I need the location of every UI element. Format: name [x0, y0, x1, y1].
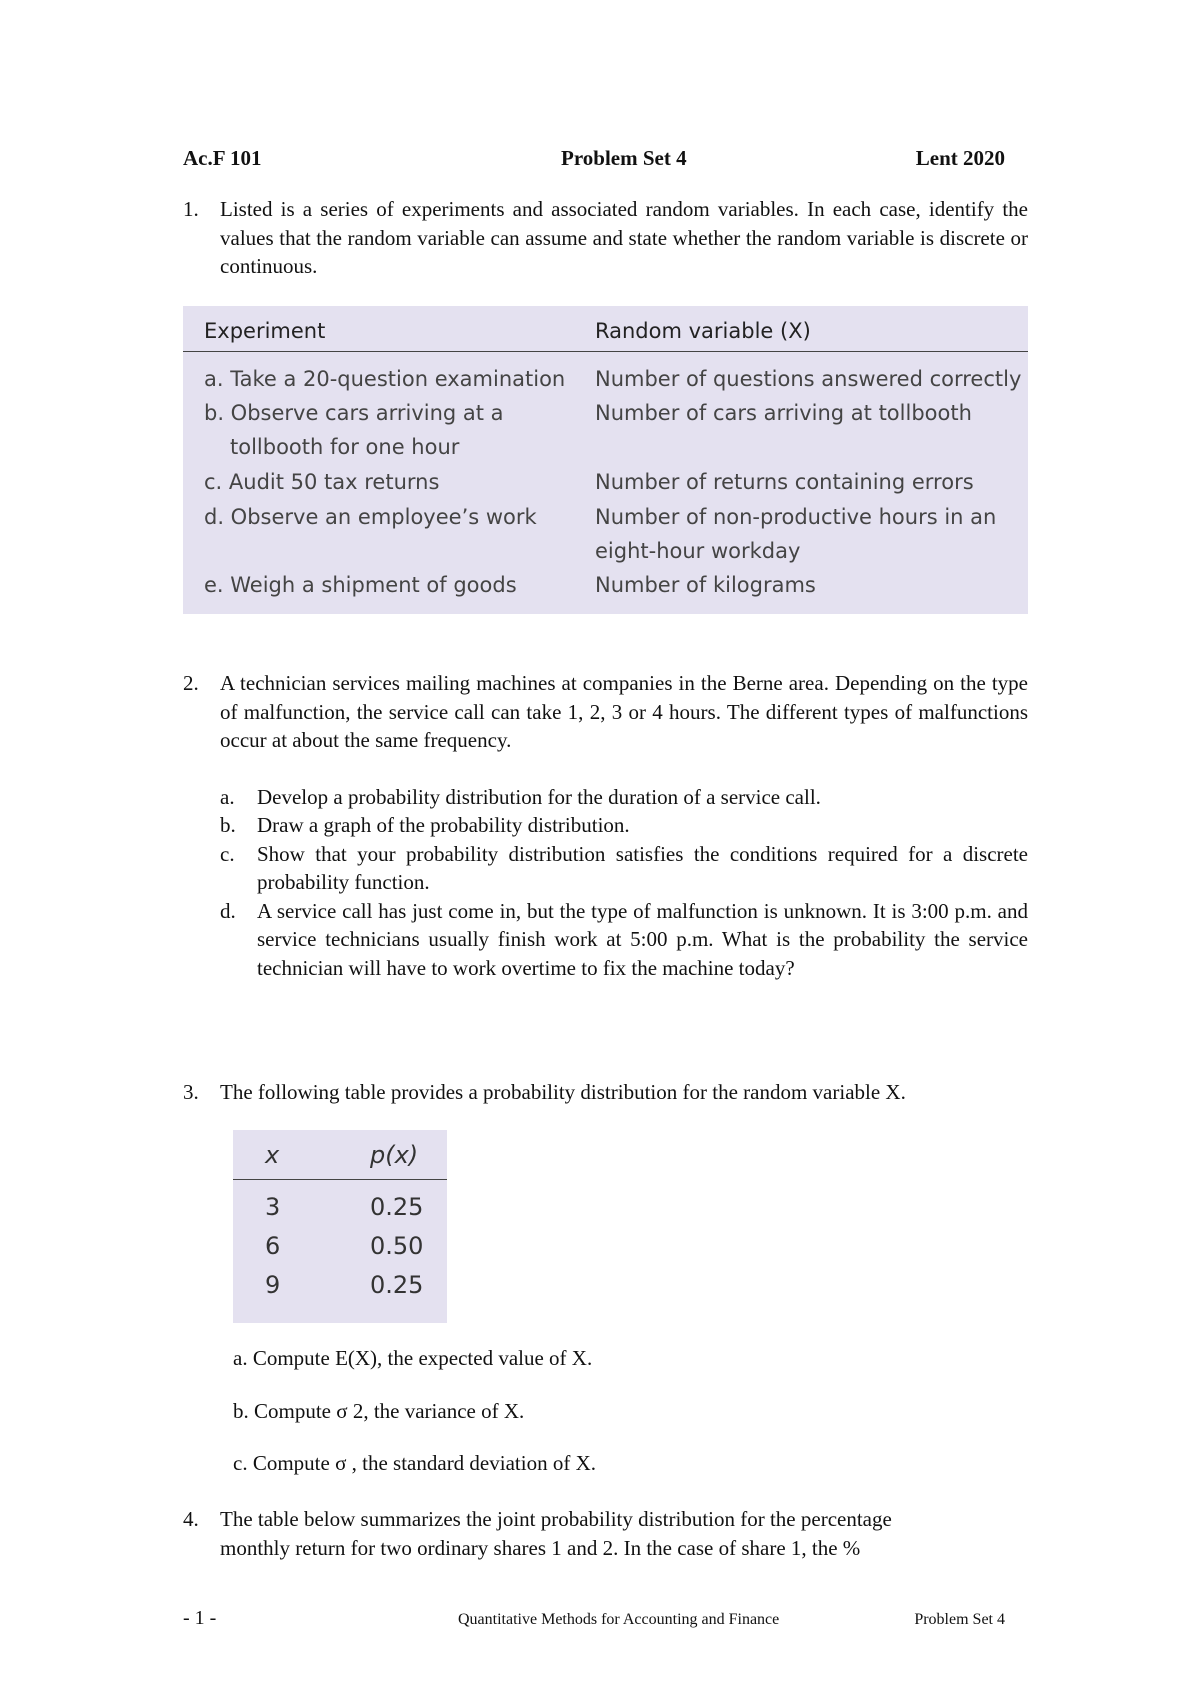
- q3-part-a: a. Compute E(X), the expected value of X.: [233, 1346, 593, 1370]
- footer-course-title: Quantitative Methods for Accounting and Finance: [458, 1611, 780, 1628]
- part-label: a.: [220, 784, 235, 809]
- footer-set-title: Problem Set 4: [914, 1611, 1005, 1628]
- table-cell: eight-hour workday: [595, 539, 801, 563]
- table-cell: e. Weigh a shipment of goods: [204, 573, 517, 597]
- experiments-table: [183, 306, 1028, 614]
- course-code: Ac.F 101: [183, 146, 262, 170]
- question-text: The following table provides a probability distribution for the random variable X.: [220, 1080, 906, 1104]
- part-a: [220, 783, 1028, 812]
- header-rule: [233, 1179, 447, 1180]
- part-text: A service call has just come in, but the type of malfunction is unknown. It is 3:00 p.m. and service technicians usually finish work at 5:00 p.m. What is the probability the service technician will have to work overtime to fix the machine today?: [257, 898, 1028, 980]
- table-cell: Number of non-productive hours in an: [595, 505, 997, 529]
- table-cell: tollbooth for one hour: [230, 435, 460, 459]
- part-text: Draw a graph of the probability distribution.: [257, 813, 630, 837]
- part-label: c.: [220, 841, 235, 866]
- question-4: [183, 1505, 1028, 1562]
- part-text: Develop a probability distribution for the duration of a service call.: [257, 784, 821, 809]
- table-cell: 0.25: [370, 1193, 424, 1221]
- page-header: [183, 146, 1005, 171]
- question-number: 4.: [183, 1507, 199, 1531]
- q3-part-b: b. Compute σ 2, the variance of X.: [233, 1399, 525, 1423]
- page-title: Problem Set 4: [561, 146, 687, 170]
- table-cell: a. Take a 20-question examination: [204, 367, 566, 391]
- table-cell: 6: [265, 1232, 281, 1260]
- table-cell: Number of kilograms: [595, 573, 816, 597]
- question-text: A technician services mailing machines at companies in the Berne area. Depending on the type of malfunction, the service call can take 1, 2, 3 or 4 hours. The different types of malfunctions occur at about the same frequency.: [220, 671, 1028, 752]
- part-label: b.: [220, 813, 236, 837]
- table-cell: c. Audit 50 tax returns: [204, 470, 440, 494]
- header-rule: [183, 351, 1028, 352]
- question-line: monthly return for two ordinary shares 1 and 2. In the case of share 1, the %: [220, 1535, 861, 1560]
- question-line: The table below summarizes the joint probability distribution for the percentage: [220, 1507, 892, 1531]
- column-header-experiment: Experiment: [204, 319, 326, 343]
- table-cell: 3: [265, 1193, 281, 1221]
- question-text: [220, 1505, 1028, 1562]
- part-d: [220, 897, 1028, 983]
- table-cell: d. Observe an employee’s work: [204, 505, 537, 529]
- table-cell: b. Observe cars arriving at a: [204, 401, 504, 425]
- part-c: [220, 840, 1028, 897]
- part-text: Show that your probability distribution satisfies the conditions required for a discrete probability function.: [257, 841, 1028, 894]
- question-number: 2.: [183, 671, 199, 695]
- column-header-x: x: [265, 1141, 280, 1169]
- column-header-px: p(x): [370, 1141, 419, 1169]
- table-cell: 0.25: [370, 1271, 424, 1299]
- table-cell: 9: [265, 1271, 281, 1299]
- table-cell: Number of returns containing errors: [595, 470, 974, 494]
- table-cell: Number of questions answered correctly: [595, 367, 1022, 391]
- question-3: [183, 1078, 1028, 1107]
- part-label: d.: [220, 898, 236, 923]
- question-2: [183, 669, 1028, 982]
- term: Lent 2020: [915, 146, 1005, 170]
- column-header-random-variable: Random variable (X): [595, 319, 811, 343]
- question-number: 3.: [183, 1080, 199, 1104]
- question-number: 1.: [183, 197, 199, 221]
- q3-part-c: c. Compute σ , the standard deviation of X.: [233, 1451, 596, 1475]
- question-text: Listed is a series of experiments and associated random variables. In each case, identify the values that the random variable can assume and state whether the random variable is discrete or continuous.: [220, 197, 1028, 278]
- part-b: [220, 811, 1028, 840]
- question-2-parts: [220, 783, 1028, 983]
- table-cell: 0.50: [370, 1232, 424, 1260]
- question-1: [183, 195, 1028, 281]
- table-cell: Number of cars arriving at tollbooth: [595, 401, 972, 425]
- page-number: - 1 -: [183, 1607, 217, 1629]
- probability-table: [233, 1130, 447, 1323]
